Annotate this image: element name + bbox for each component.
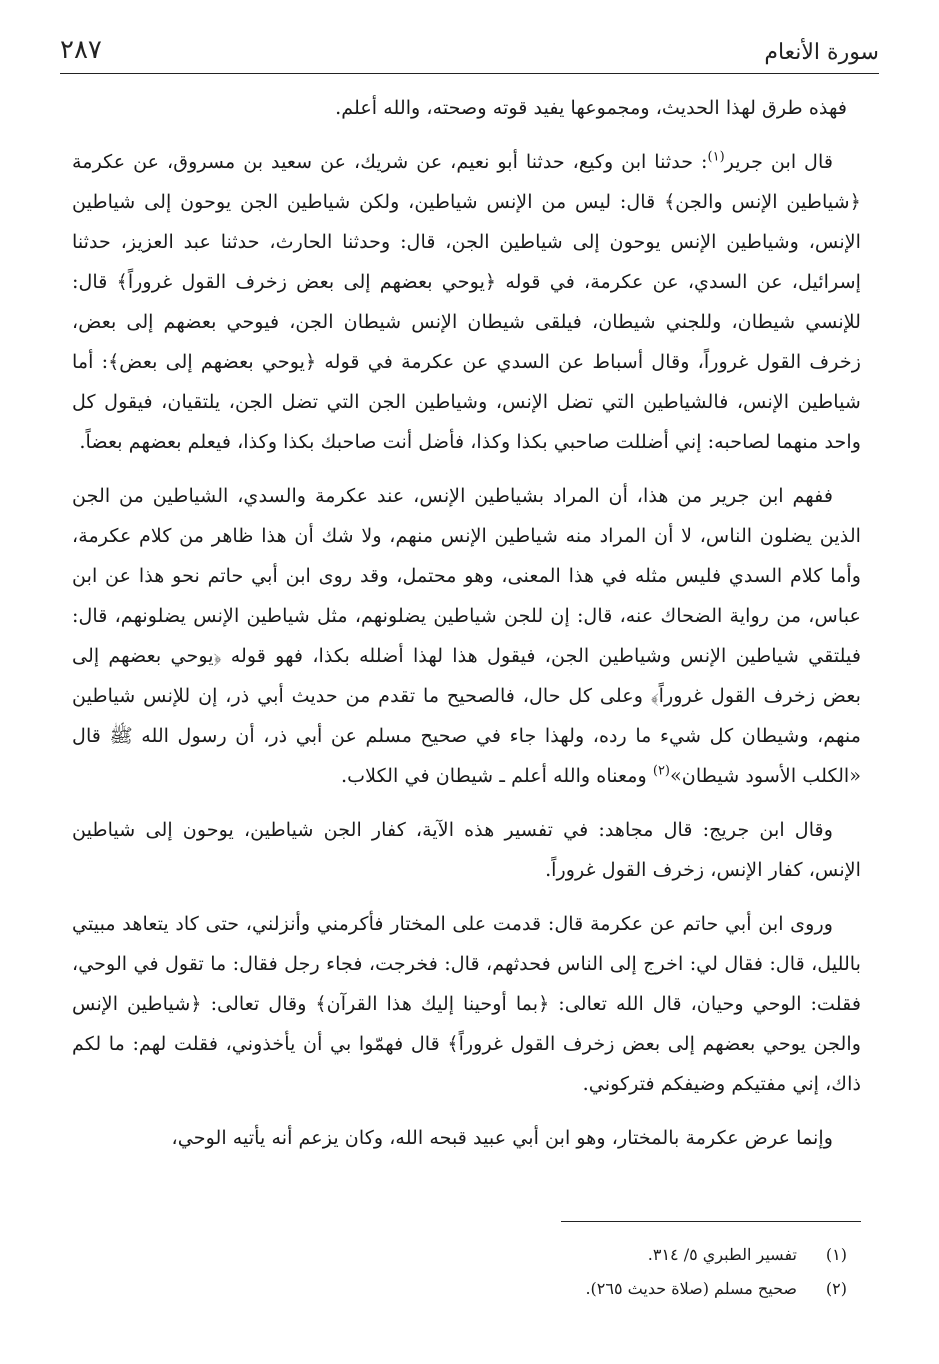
page-number: ٢٨٧ [60,35,102,65]
footnote-number: (١) [825,1245,847,1264]
footnote-divider [561,1221,861,1222]
footnote-item [200,1238,847,1272]
footnote-reference[interactable]: (١) [707,149,725,165]
paragraph-text: ففهم ابن جرير من هذا، أن المراد بشياطين الإنس، عند عكرمة والسدي، الشياطين من الجن الذين يضلون الناس، لا أن المراد منه شياطين الإنس منهم، ولا شك أن هذا ظاهر من كلام عكرمة، وأما كلام السدي فليس مثله في هذا المعنى، وهو محتمل، وقد روى ابن أبي حاتم نحو هذا عن ابن عباس، من رواية الضحاك عنه، قال: إن للجن شياطين يضلونهم، مثل شياطين الإنس يضلونهم، قال: فيلتقي شياطين الإنس وشياطين الجن، فيقول هذا لهذا أضلله بكذا، فهو قوله ﴿يوحي بعضهم إلى بعض زخرف القول غروراً﴾ وعلى كل حال، فالصحيح ما تقدم من حديث أبي ذر، إن للإنس شياطين منهم، وشيطان كل شيء ما رده، ولهذا جاء في صحيح مسلم عن أبي ذر، أن رسول الله ﷺ قال «الكلب الأسود شيطان» [72,484,861,787]
footnote-text: صحيح مسلم (صلاة حديث ٢٦٥). [585,1279,797,1298]
footnote-text: تفسير الطبري ٥/ ٣١٤. [647,1245,797,1264]
paragraph-text: ومعناه والله أعلم ـ شيطان في الكلاب. [340,764,653,787]
paragraph [72,476,861,796]
paragraph-text: : حدثنا ابن وكيع، حدثنا أبو نعيم، عن شريك، عن سعيد بن مسروق، عن عكرمة ﴿شياطين الإنس والجن﴾ قال: ليس من الإنس شياطين، ولكن شياطين الجن يوحون إلى شياطين الإنس، وشياطين الإنس يوحون إلى شياطين الجن، قال: وحدثنا الحارث، حدثنا عبد العزيز، حدثنا إسرائيل، عن السدي، عن عكرمة، في قوله ﴿يوحي بعضهم إلى بعض زخرف القول غروراً﴾ قال: للإنسي شيطان، وللجني شيطان، فيلقى شيطان الإنس شيطان الجن، فيوحي بعضهم إلى بعض، زخرف القول غروراً، وقال أسباط عن السدي عن عكرمة في قوله ﴿يوحي بعضهم إلى بعض﴾: أما شياطين الإنس، فالشياطين التي تضل الإنس، وشياطين الجن التي تضل الجن، يلتقيان، فيقول كل واحد منهما لصاحبه: إني أضللت صاحبي بكذا وكذا، فأضل أنت صاحبك بكذا وكذا، فيعلم بعضهم بعضاً. [72,150,861,453]
footnote-reference[interactable]: (٢) [652,763,670,779]
paragraph [72,142,861,462]
page-header [60,30,879,74]
footnote-number: (٢) [825,1279,847,1298]
paragraph: وقال ابن جريج: قال مجاهد: في تفسير هذه الآية، كفار الجن شياطين، يوحون إلى شياطين الإنس، كفار الإنس، زخرف القول غروراً. [72,818,861,881]
paragraph: فهذه طرق لهذا الحديث، ومجموعها يفيد قوته وصحته، والله أعلم. [335,96,847,119]
paragraph: وإنما عرض عكرمة بالمختار، وهو ابن أبي عبيد قبحه الله، وكان يزعم أنه يأتيه الوحي، [171,1126,833,1149]
footnotes [200,1238,847,1306]
main-text [72,88,861,1158]
paragraph: وروى ابن أبي حاتم عن عكرمة قال: قدمت على المختار فأكرمني وأنزلني، حتى كاد يتعاهد مبيتي بالليل، قال: فقال لي: اخرج إلى الناس فحدثهم، قال: فخرجت، فجاء رجل فقال: ما تقول في الوحي، فقلت: الوحي وحيان، قال الله تعالى: ﴿بما أوحينا إليك هذا القرآن﴾ وقال تعالى: ﴿شياطين الإنس والجن يوحي بعضهم إلى بعض زخرف القول غروراً﴾ قال فهمّوا بي أن يأخذوني، فقلت لهم: ما لكم ذاك، إني مفتيكم وضيفكم فتركوني. [72,912,861,1095]
footnote-item [200,1272,847,1306]
running-title: سورة الأنعام [764,40,879,65]
paragraph-text: قال ابن جرير [724,150,833,173]
